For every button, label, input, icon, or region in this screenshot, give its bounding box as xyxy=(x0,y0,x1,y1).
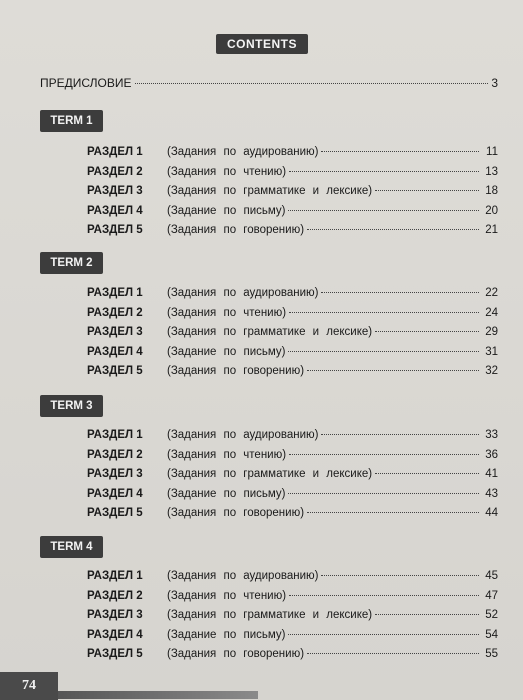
toc-row xyxy=(87,629,498,649)
toc-row xyxy=(87,365,498,385)
dot-leader xyxy=(288,634,479,635)
toc-row xyxy=(87,648,498,668)
section-page: 11 xyxy=(486,146,498,158)
toc-row xyxy=(87,326,498,346)
term-3-badge: TERM 3 xyxy=(40,395,103,417)
section-page: 20 xyxy=(485,204,498,217)
section-description: (Задания по чтению) xyxy=(167,165,287,178)
section-label: РАЗДЕЛ 3 xyxy=(87,609,143,621)
section-page: 32 xyxy=(485,365,498,377)
toc-row xyxy=(87,346,498,366)
section-description: (Задания по аудированию) xyxy=(167,287,319,299)
toc-row xyxy=(87,468,498,488)
section-label: РАЗДЕЛ 4 xyxy=(87,204,143,217)
section-label: РАЗДЕЛ 4 xyxy=(87,628,143,641)
section-description: (Задания по говорению) xyxy=(167,648,305,660)
section-label: РАЗДЕЛ 5 xyxy=(87,648,143,660)
section-description: (Задания по говорению) xyxy=(167,224,305,236)
preface-page: 3 xyxy=(491,76,498,90)
toc-row xyxy=(87,609,498,629)
dot-leader xyxy=(289,312,479,313)
section-description: (Задание по письму) xyxy=(167,628,286,641)
dot-leader xyxy=(135,83,489,84)
dot-leader xyxy=(289,595,479,596)
toc-row xyxy=(87,224,498,244)
section-description: (Задания по говорению) xyxy=(167,507,305,519)
dot-leader xyxy=(307,653,479,654)
section-description: (Задание по письму) xyxy=(167,487,286,500)
toc-row xyxy=(87,590,498,610)
toc-row xyxy=(87,307,498,327)
section-label: РАЗДЕЛ 1 xyxy=(87,287,143,299)
section-page: 43 xyxy=(485,487,498,500)
section-page: 21 xyxy=(485,224,498,236)
section-description: (Задания по грамматике и лексике) xyxy=(167,609,373,621)
toc-row xyxy=(87,488,498,508)
term-3-sections xyxy=(87,429,498,527)
section-description: (Задания по грамматике и лексике) xyxy=(167,326,373,338)
section-label: РАЗДЕЛ 4 xyxy=(87,345,143,358)
term-2-sections xyxy=(87,287,498,385)
section-label: РАЗДЕЛ 3 xyxy=(87,468,143,480)
toc-row xyxy=(87,185,498,205)
section-label: РАЗДЕЛ 3 xyxy=(87,185,143,197)
toc-row xyxy=(87,507,498,527)
dot-leader xyxy=(321,151,479,152)
section-page: 55 xyxy=(485,648,498,660)
preface-entry xyxy=(40,76,498,90)
dot-leader xyxy=(288,351,479,352)
toc-row xyxy=(87,429,498,449)
section-page: 22 xyxy=(485,287,498,299)
section-page: 33 xyxy=(485,429,498,441)
dot-leader xyxy=(375,331,479,332)
toc-row xyxy=(87,166,498,186)
section-description: (Задания по говорению) xyxy=(167,365,305,377)
section-description: (Задания по аудированию) xyxy=(167,429,319,441)
toc-row xyxy=(87,205,498,225)
section-page: 31 xyxy=(485,345,498,358)
section-page: 13 xyxy=(485,165,498,178)
toc-row xyxy=(87,570,498,590)
dot-leader xyxy=(321,292,479,293)
section-page: 54 xyxy=(485,628,498,641)
section-label: РАЗДЕЛ 2 xyxy=(87,306,143,319)
section-label: РАЗДЕЛ 1 xyxy=(87,570,143,582)
section-description: (Задания по чтению) xyxy=(167,306,287,319)
section-description: (Задания по аудированию) xyxy=(167,570,319,582)
term-1-sections xyxy=(87,146,498,244)
dot-leader xyxy=(307,229,479,230)
section-description: (Задания по чтению) xyxy=(167,589,287,602)
term-4-badge: TERM 4 xyxy=(40,536,103,558)
section-page: 44 xyxy=(485,507,498,519)
dot-leader xyxy=(375,614,479,615)
section-page: 29 xyxy=(485,326,498,338)
term-2-badge: TERM 2 xyxy=(40,252,103,274)
dot-leader xyxy=(307,512,479,513)
toc-row xyxy=(87,449,498,469)
section-description: (Задания по грамматике и лексике) xyxy=(167,185,373,197)
section-page: 47 xyxy=(485,589,498,602)
section-page: 52 xyxy=(485,609,498,621)
footer-bar xyxy=(58,691,258,699)
section-description: (Задание по письму) xyxy=(167,204,286,217)
section-page: 41 xyxy=(485,468,498,480)
dot-leader xyxy=(288,493,479,494)
section-page: 18 xyxy=(485,185,498,197)
toc-row xyxy=(87,146,498,166)
section-label: РАЗДЕЛ 3 xyxy=(87,326,143,338)
section-page: 45 xyxy=(485,570,498,582)
dot-leader xyxy=(288,210,479,211)
dot-leader xyxy=(307,370,479,371)
section-label: РАЗДЕЛ 5 xyxy=(87,365,143,377)
section-description: (Задание по письму) xyxy=(167,345,286,358)
page-footer xyxy=(0,672,523,700)
section-label: РАЗДЕЛ 1 xyxy=(87,146,143,158)
dot-leader xyxy=(289,171,479,172)
toc-row xyxy=(87,287,498,307)
section-label: РАЗДЕЛ 5 xyxy=(87,224,143,236)
dot-leader xyxy=(375,190,479,191)
term-1-badge: TERM 1 xyxy=(40,110,103,132)
section-label: РАЗДЕЛ 5 xyxy=(87,507,143,519)
section-label: РАЗДЕЛ 2 xyxy=(87,589,143,602)
section-page: 24 xyxy=(485,306,498,319)
dot-leader xyxy=(321,575,479,576)
section-label: РАЗДЕЛ 2 xyxy=(87,165,143,178)
section-description: (Задания по аудированию) xyxy=(167,146,319,158)
section-label: РАЗДЕЛ 2 xyxy=(87,448,143,461)
dot-leader xyxy=(375,473,479,474)
preface-label: ПРЕДИСЛОВИЕ xyxy=(40,76,132,90)
dot-leader xyxy=(321,434,479,435)
section-description: (Задания по чтению) xyxy=(167,448,287,461)
term-4-sections xyxy=(87,570,498,668)
page-number: 74 xyxy=(0,672,58,700)
contents-title: CONTENTS xyxy=(216,34,308,54)
section-description: (Задания по грамматике и лексике) xyxy=(167,468,373,480)
section-page: 36 xyxy=(485,448,498,461)
section-label: РАЗДЕЛ 1 xyxy=(87,429,143,441)
section-label: РАЗДЕЛ 4 xyxy=(87,487,143,500)
dot-leader xyxy=(289,454,479,455)
